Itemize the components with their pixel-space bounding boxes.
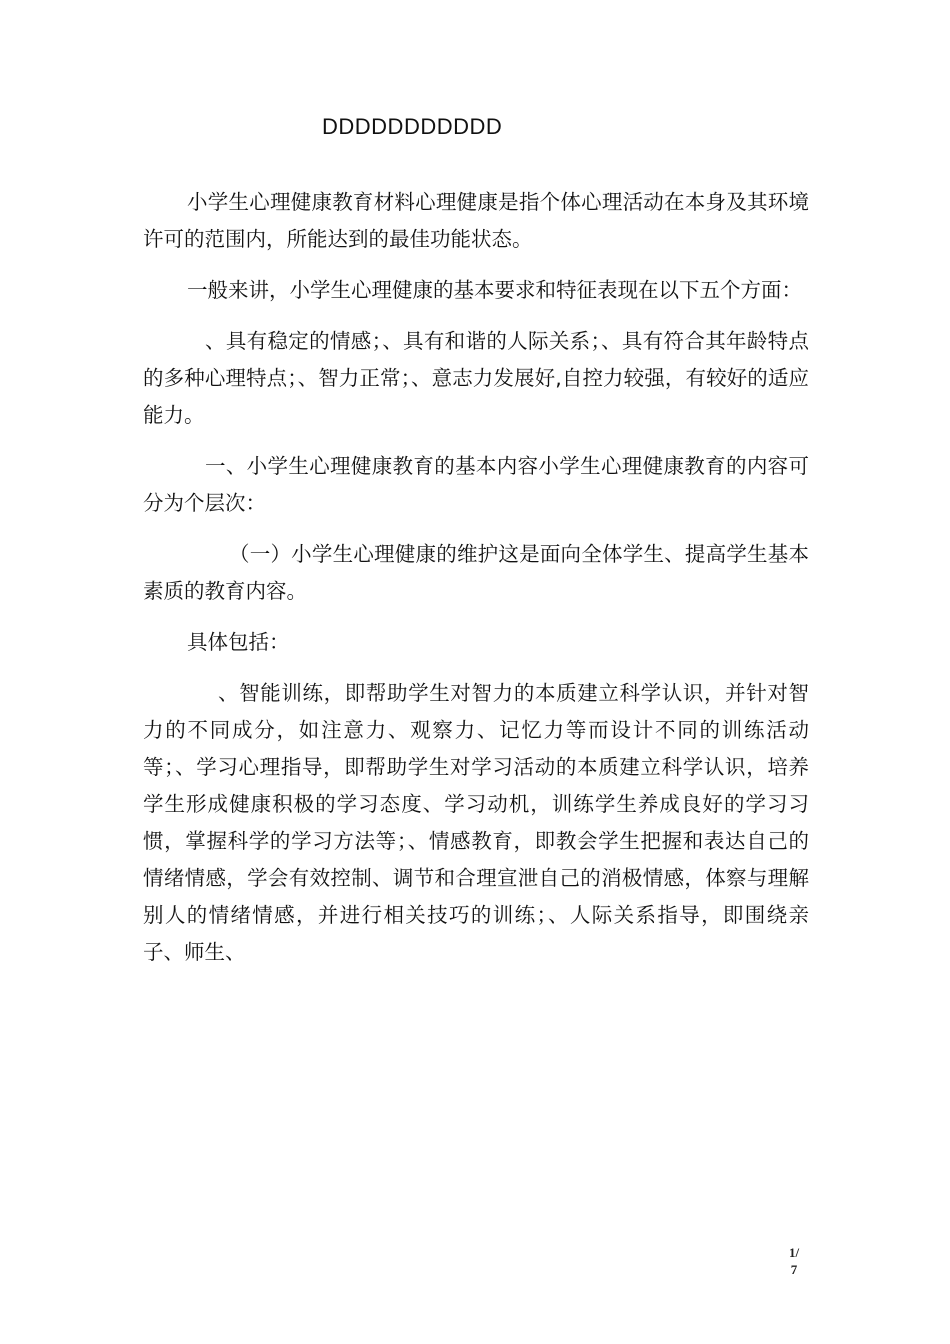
paragraph-intro: 小学生心理健康教育材料心理健康是指个体心理活动在本身及其环境许可的范围内，所能达到的最佳功能状态。 [143, 190, 809, 251]
paragraph-content-list: 、智能训练，即帮助学生对智力的本质建立科学认识，并针对智力的不同成分，如注意力、观察力、记忆力等而设计不同的训练活动等；、学习心理指导，即帮助学生对学习活动的本质建立科学认识，培养学生形成健康积极的学习态度、学习动机，训练学生养成良好的学习习惯，掌握科学的学习方法等；、情感教育，即教会学生把握和表达自己的情绪情感，学会有效控制、调节和合理宣泄自己的消极情感，体察与理解别人的情绪情感，并进行相关技巧的训练；、人际关系指导，即围绕亲子、师生、 [143, 681, 809, 964]
paragraph-includes: 具体包括： [187, 630, 290, 654]
document-body [143, 184, 809, 985]
page-number-current: 1/ [788, 1245, 800, 1260]
paragraph-section-one: 一、小学生心理健康教育的基本内容小学生心理健康教育的内容可分为个层次： [143, 454, 809, 515]
page-number [786, 1244, 802, 1278]
paragraph-traits: 、具有稳定的情感；、具有和谐的人际关系；、具有符合其年龄特点的多种心理特点；、智力正常；、意志力发展好,自控力较强，有较好的适应能力。 [143, 329, 809, 427]
page-number-total: 7 [790, 1262, 798, 1277]
document-title: DDDDDDDDDDD [322, 114, 503, 139]
paragraph-general: 一般来讲，小学生心理健康的基本要求和特征表现在以下五个方面： [187, 278, 802, 302]
paragraph-subsection-one: （一）小学生心理健康的维护这是面向全体学生、提高学生基本素质的教育内容。 [143, 542, 809, 603]
